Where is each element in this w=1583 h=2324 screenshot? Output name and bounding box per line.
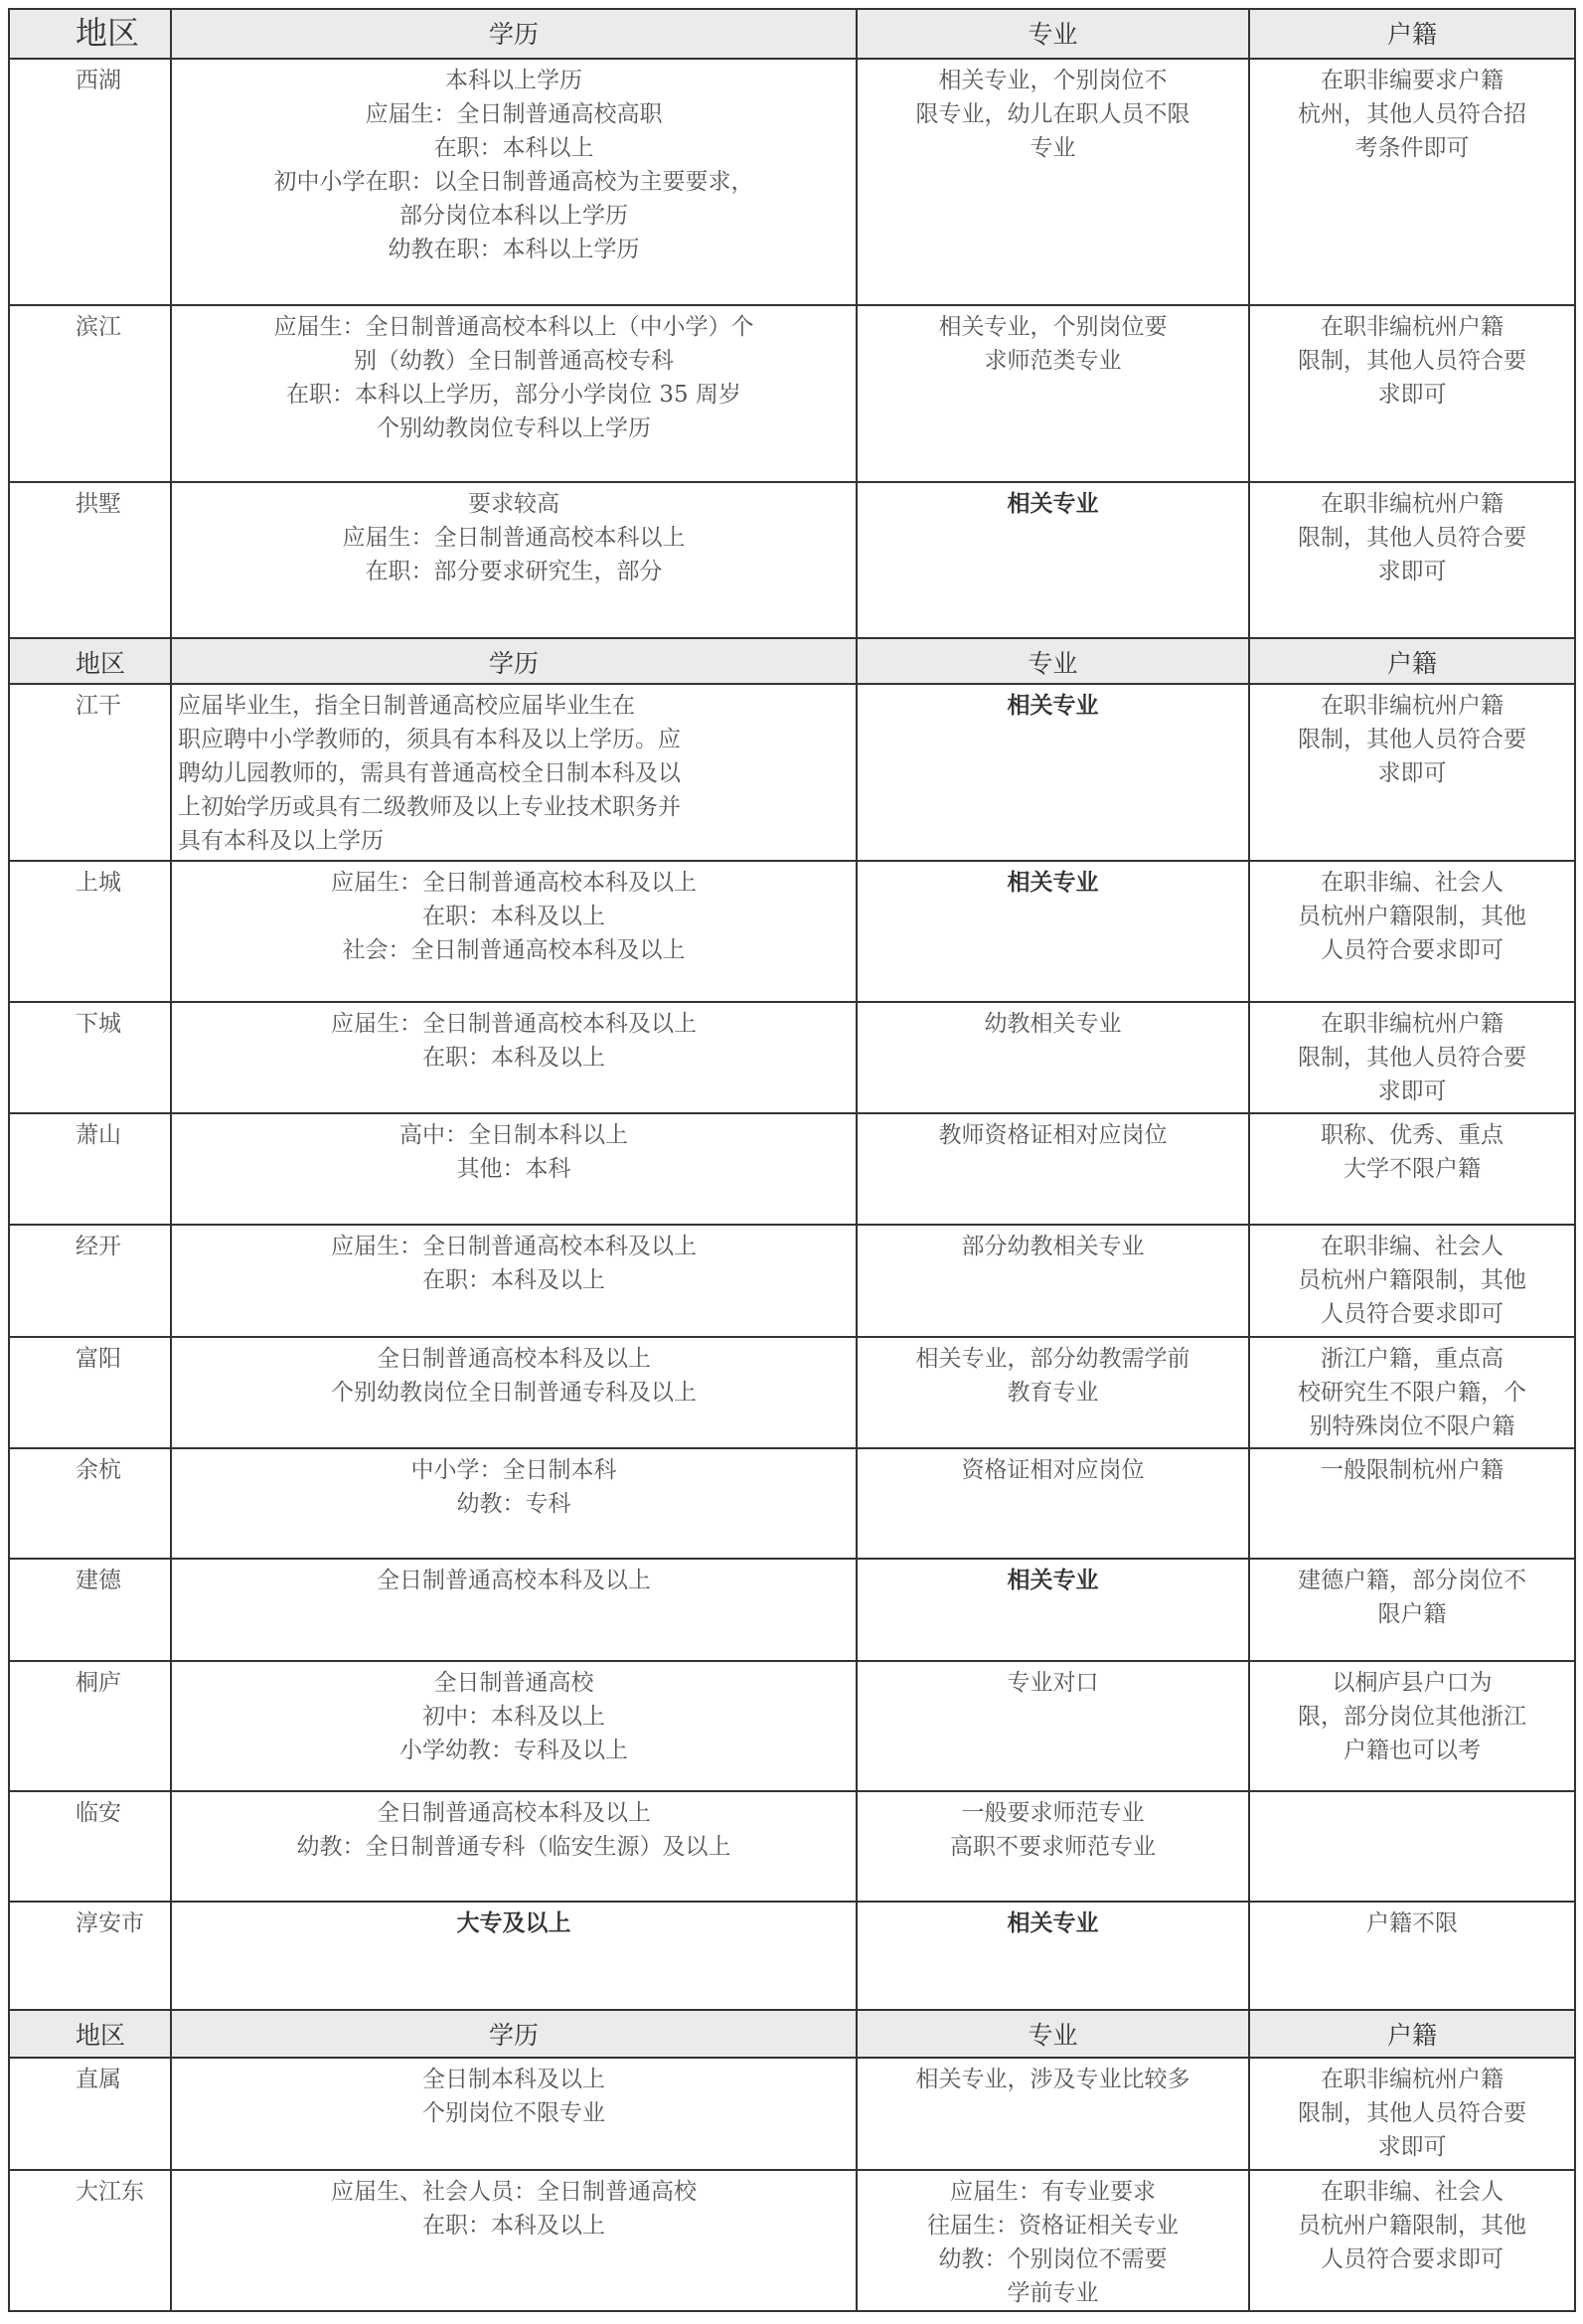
header-household: 户籍	[1249, 9, 1575, 59]
region-cell: 富阳	[9, 1337, 171, 1448]
region-cell: 直属	[9, 2058, 171, 2170]
household-cell: 在职非编杭州户籍 限制，其他人员符合要 求即可	[1249, 482, 1575, 638]
education-cell: 本科以上学历 应届生：全日制普通高校高职 在职：本科以上 初中小学在职：以全日制普通高校为主要要求， 部分岗位本科以上学历 幼教在职：本科以上学历	[171, 59, 857, 305]
major-cell: 教师资格证相对应岗位	[857, 1113, 1249, 1225]
table-row	[9, 1448, 1575, 1559]
region-cell: 江干	[9, 684, 171, 861]
education-cell: 大专及以上	[171, 1902, 857, 2010]
region-cell: 大江东	[9, 2170, 171, 2311]
header-region: 地区	[9, 9, 171, 59]
major-cell: 幼教相关专业	[857, 1002, 1249, 1113]
table-row	[9, 1113, 1575, 1225]
region-cell: 经开	[9, 1225, 171, 1337]
table-row	[9, 1002, 1575, 1113]
household-cell: 在职非编杭州户籍 限制，其他人员符合要 求即可	[1249, 1002, 1575, 1113]
table-row	[9, 1559, 1575, 1661]
region-cell: 上城	[9, 861, 171, 1002]
household-cell: 在职非编、社会人 员杭州户籍限制，其他 人员符合要求即可	[1249, 1225, 1575, 1337]
major-cell: 相关专业	[857, 482, 1249, 638]
household-cell: 在职非编、社会人 员杭州户籍限制，其他 人员符合要求即可	[1249, 2170, 1575, 2311]
table-row	[9, 684, 1575, 861]
table-row	[9, 59, 1575, 305]
region-cell: 西湖	[9, 59, 171, 305]
table-row	[9, 1225, 1575, 1337]
table-header-row	[9, 9, 1575, 59]
header-region: 地区	[9, 2010, 171, 2058]
region-cell: 淳安市	[9, 1902, 171, 2010]
major-cell: 相关专业，个别岗位不 限专业，幼儿在职人员不限 专业	[857, 59, 1249, 305]
region-cell: 余杭	[9, 1448, 171, 1559]
header-household: 户籍	[1249, 638, 1575, 684]
table-row	[9, 2058, 1575, 2170]
major-cell: 专业对口	[857, 1661, 1249, 1791]
region-cell: 拱墅	[9, 482, 171, 638]
table-row	[9, 1902, 1575, 2010]
header-household: 户籍	[1249, 2010, 1575, 2058]
region-cell: 建德	[9, 1559, 171, 1661]
major-cell: 相关专业，涉及专业比较多	[857, 2058, 1249, 2170]
major-cell: 应届生：有专业要求 往届生：资格证相关专业 幼教：个别岗位不需要 学前专业	[857, 2170, 1249, 2311]
education-cell: 全日制本科及以上 个别岗位不限专业	[171, 2058, 857, 2170]
major-cell: 相关专业	[857, 1902, 1249, 2010]
education-cell: 应届生：全日制普通高校本科及以上 在职：本科及以上 社会：全日制普通高校本科及以上	[171, 861, 857, 1002]
table-row	[9, 1337, 1575, 1448]
table-row	[9, 861, 1575, 1002]
household-cell: 在职非编、社会人 员杭州户籍限制，其他 人员符合要求即可	[1249, 861, 1575, 1002]
table-row	[9, 1661, 1575, 1791]
table-row	[9, 1791, 1575, 1902]
table-row	[9, 482, 1575, 638]
education-cell: 要求较高 应届生：全日制普通高校本科以上 在职：部分要求研究生，部分	[171, 482, 857, 638]
household-cell: 在职非编杭州户籍 限制，其他人员符合要 求即可	[1249, 305, 1575, 482]
household-cell: 以桐庐县户口为 限，部分岗位其他浙江 户籍也可以考	[1249, 1661, 1575, 1791]
header-region: 地区	[9, 638, 171, 684]
household-cell: 户籍不限	[1249, 1902, 1575, 2010]
header-major: 专业	[857, 638, 1249, 684]
region-cell: 下城	[9, 1002, 171, 1113]
region-cell: 萧山	[9, 1113, 171, 1225]
table-row	[9, 2170, 1575, 2311]
major-cell: 相关专业，部分幼教需学前 教育专业	[857, 1337, 1249, 1448]
education-cell: 应届毕业生，指全日制普通高校应届毕业生在 职应聘中小学教师的，须具有本科及以上学历。应 聘幼儿园教师的，需具有普通高校全日制本科及以 上初始学历或具有二级教师及以上专业技术职务并 具有本科及以上学历	[171, 684, 857, 861]
region-cell: 桐庐	[9, 1661, 171, 1791]
header-major: 专业	[857, 2010, 1249, 2058]
major-cell: 相关专业	[857, 1559, 1249, 1661]
major-cell: 一般要求师范专业 高职不要求师范专业	[857, 1791, 1249, 1902]
education-cell: 中小学：全日制本科 幼教：专科	[171, 1448, 857, 1559]
table-row	[9, 305, 1575, 482]
household-cell	[1249, 1791, 1575, 1902]
education-cell: 应届生、社会人员：全日制普通高校 在职：本科及以上	[171, 2170, 857, 2311]
header-major: 专业	[857, 9, 1249, 59]
education-cell: 高中：全日制本科以上 其他：本科	[171, 1113, 857, 1225]
requirements-sheet	[8, 8, 1574, 2312]
header-education: 学历	[171, 2010, 857, 2058]
education-cell: 应届生：全日制普通高校本科以上（中小学）个 别（幼教）全日制普通高校专科 在职：本科以上学历，部分小学岗位 35 周岁 个别幼教岗位专科以上学历	[171, 305, 857, 482]
household-cell: 建德户籍，部分岗位不 限户籍	[1249, 1559, 1575, 1661]
region-cell: 临安	[9, 1791, 171, 1902]
major-cell: 相关专业	[857, 861, 1249, 1002]
household-cell: 在职非编要求户籍 杭州，其他人员符合招 考条件即可	[1249, 59, 1575, 305]
education-cell: 全日制普通高校本科及以上 幼教：全日制普通专科（临安生源）及以上	[171, 1791, 857, 1902]
table-header-row	[9, 638, 1575, 684]
education-cell: 应届生：全日制普通高校本科及以上 在职：本科及以上	[171, 1225, 857, 1337]
major-cell: 相关专业，个别岗位要 求师范类专业	[857, 305, 1249, 482]
education-cell: 全日制普通高校本科及以上 个别幼教岗位全日制普通专科及以上	[171, 1337, 857, 1448]
header-education: 学历	[171, 9, 857, 59]
household-cell: 在职非编杭州户籍 限制，其他人员符合要 求即可	[1249, 2058, 1575, 2170]
table-header-row	[9, 2010, 1575, 2058]
region-cell: 滨江	[9, 305, 171, 482]
major-cell: 部分幼教相关专业	[857, 1225, 1249, 1337]
household-cell: 一般限制杭州户籍	[1249, 1448, 1575, 1559]
household-cell: 职称、优秀、重点 大学不限户籍	[1249, 1113, 1575, 1225]
header-education: 学历	[171, 638, 857, 684]
household-cell: 在职非编杭州户籍 限制，其他人员符合要 求即可	[1249, 684, 1575, 861]
major-cell: 相关专业	[857, 684, 1249, 861]
education-cell: 全日制普通高校本科及以上	[171, 1559, 857, 1661]
household-cell: 浙江户籍，重点高 校研究生不限户籍，个 别特殊岗位不限户籍	[1249, 1337, 1575, 1448]
major-cell: 资格证相对应岗位	[857, 1448, 1249, 1559]
education-cell: 应届生：全日制普通高校本科及以上 在职：本科及以上	[171, 1002, 857, 1113]
requirements-table	[8, 8, 1576, 2312]
education-cell: 全日制普通高校 初中：本科及以上 小学幼教：专科及以上	[171, 1661, 857, 1791]
